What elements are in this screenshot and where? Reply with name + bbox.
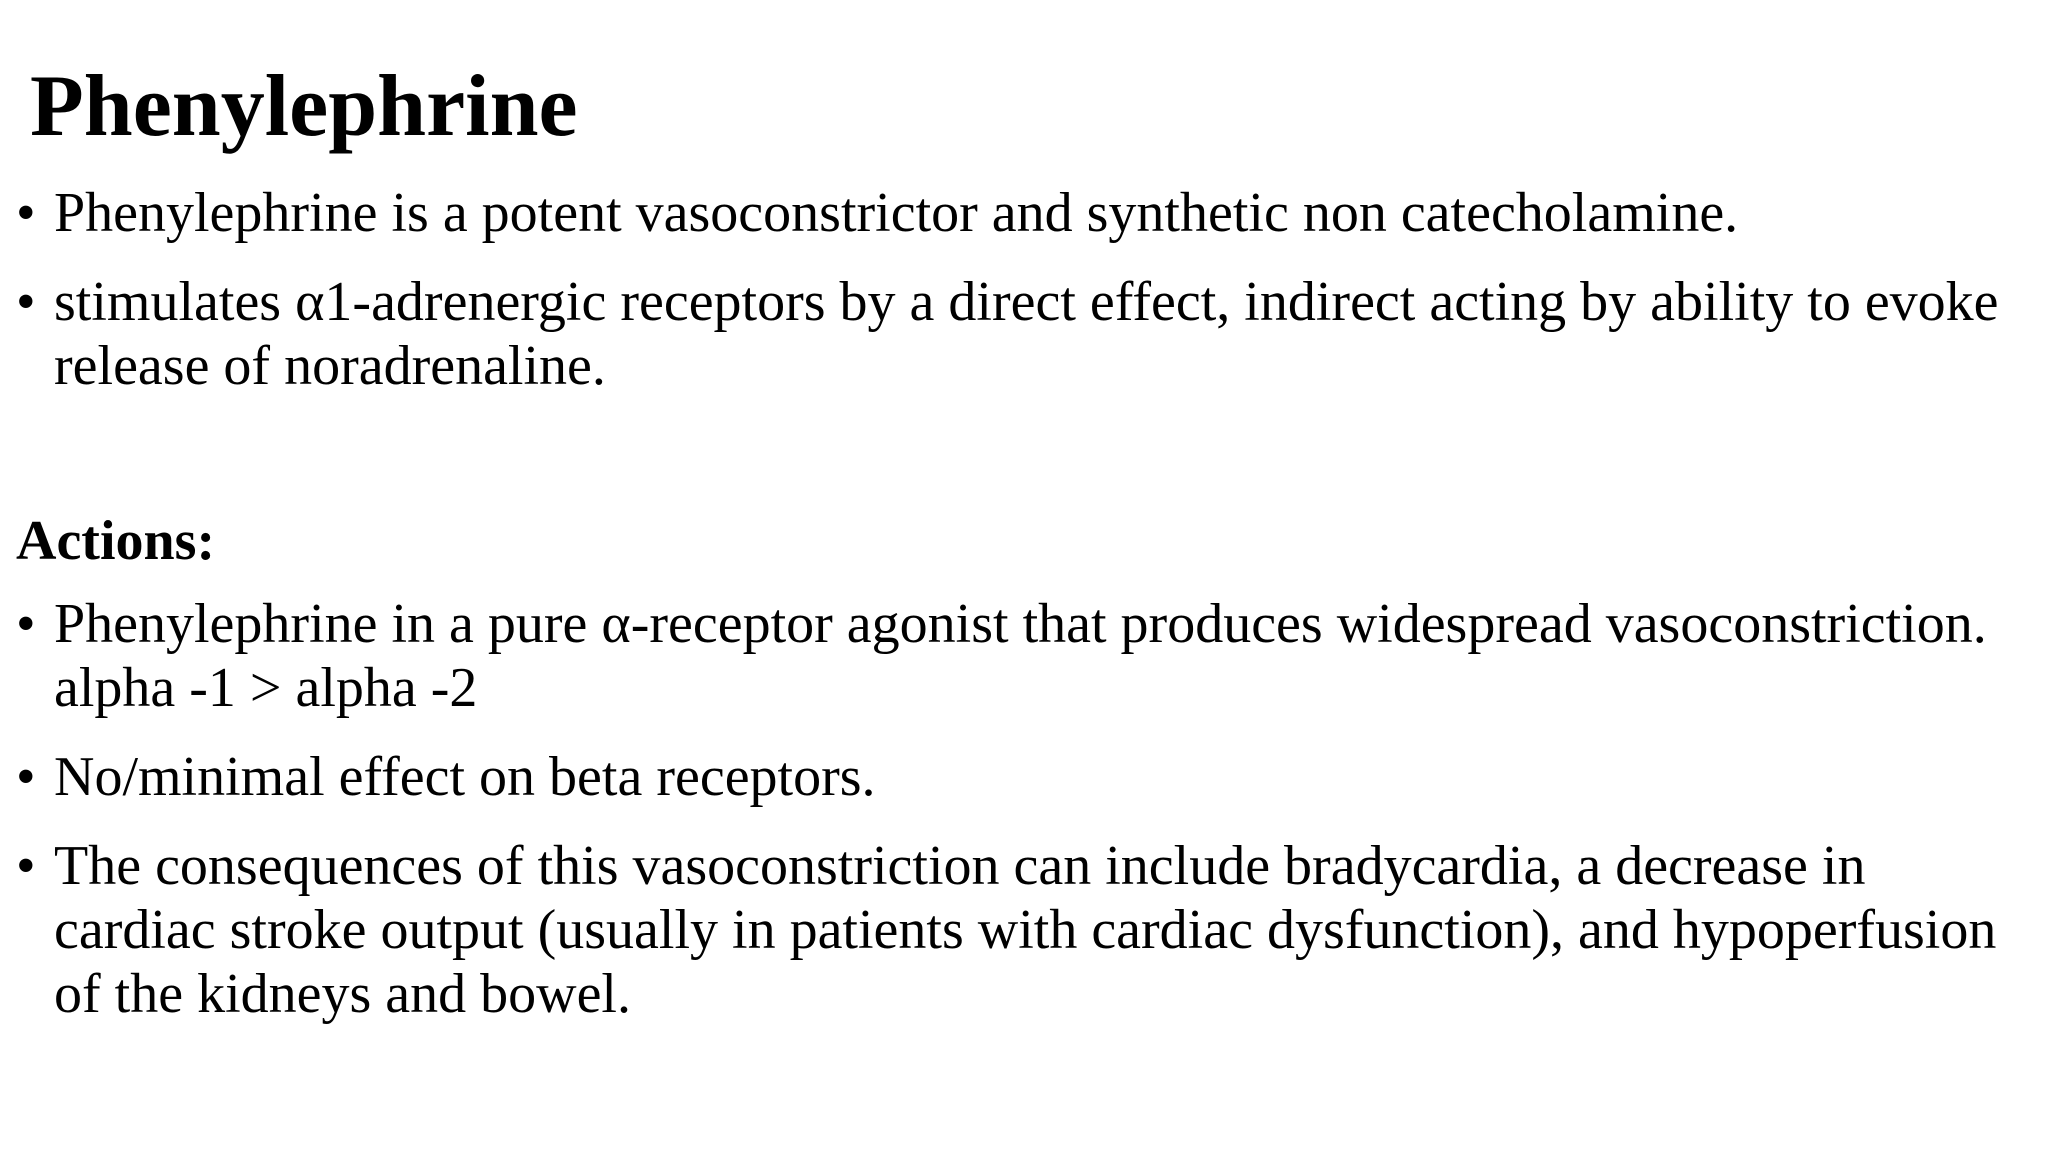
bullet-text: No/minimal effect on beta receptors.: [54, 746, 876, 808]
list-item: [16, 592, 2026, 720]
actions-heading: Actions:: [16, 510, 216, 572]
bullet-text: The consequences of this vasoconstriction can include bradycardia, a decrease in cardiac stroke output (usually in patients with cardiac dysfunction), and hypoperfusion of the kidneys and bowel.: [54, 835, 1997, 1025]
intro-bullet-list: [16, 181, 2026, 423]
bullet-dot-icon: •: [16, 593, 36, 655]
list-item: [16, 745, 2026, 809]
bullet-dot-icon: •: [16, 835, 36, 897]
bullet-text: stimulates α1-adrenergic receptors by a direct effect, indirect acting by ability to evoke release of noradrenaline.: [54, 271, 1999, 397]
slide-title: Phenylephrine: [30, 58, 578, 155]
list-item: [16, 270, 2026, 398]
bullet-text: Phenylephrine in a pure α-receptor agonist that produces widespread vasoconstriction. alpha -1 > alpha -2: [54, 593, 1987, 719]
bullet-text: Phenylephrine is a potent vasoconstrictor and synthetic non catecholamine.: [54, 182, 1739, 244]
actions-bullet-list: [16, 592, 2026, 1051]
bullet-dot-icon: •: [16, 746, 36, 808]
list-item: [16, 181, 2026, 245]
list-item: [16, 834, 2026, 1026]
bullet-dot-icon: •: [16, 182, 36, 244]
bullet-dot-icon: •: [16, 271, 36, 333]
